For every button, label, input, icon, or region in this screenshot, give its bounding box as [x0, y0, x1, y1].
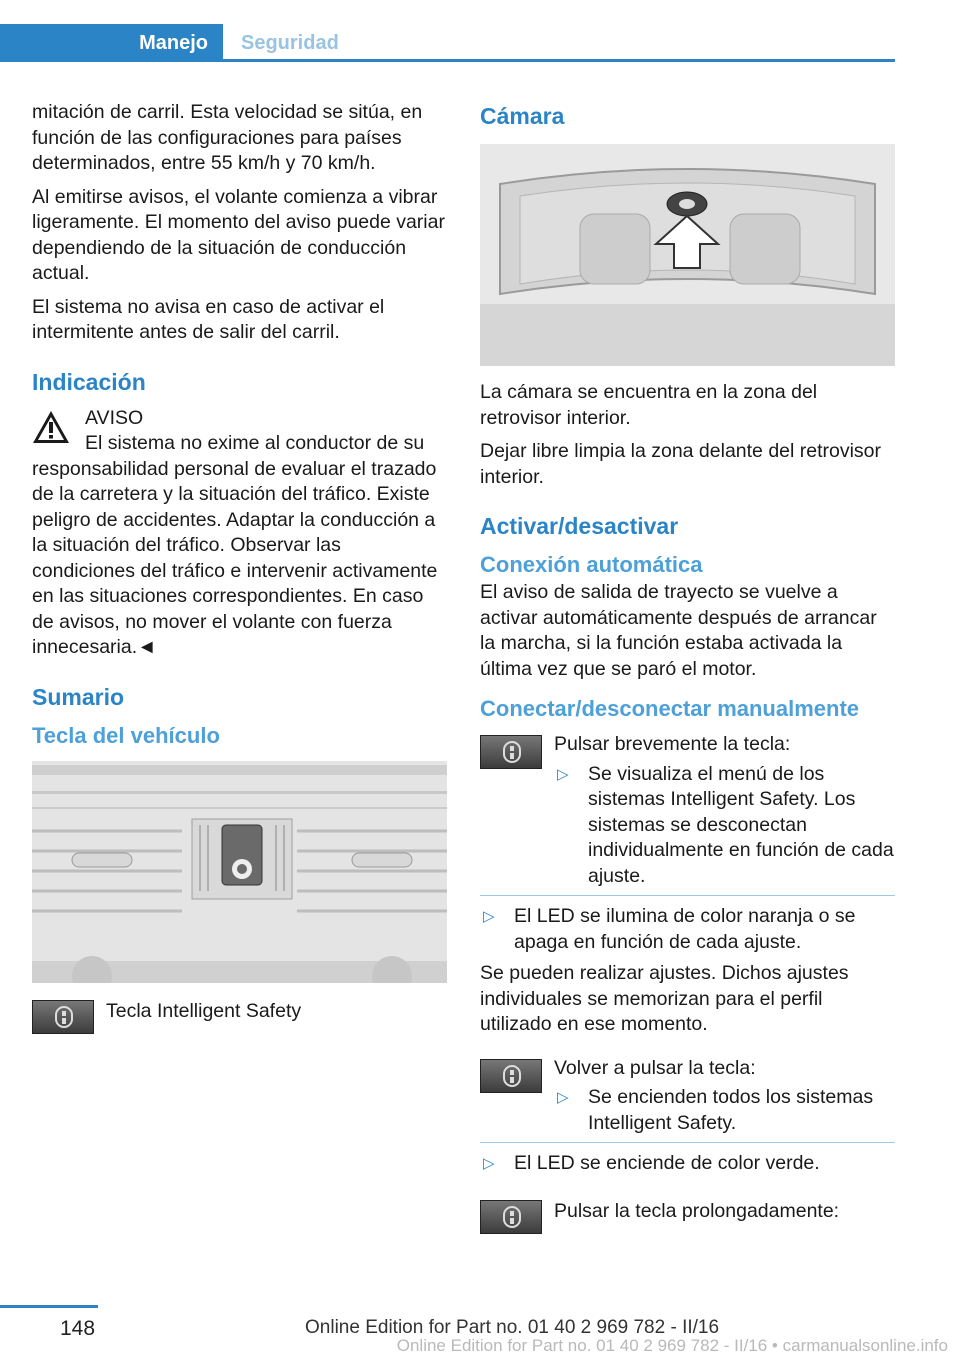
- tab-manejo[interactable]: Manejo: [0, 24, 223, 62]
- button-caption: Tecla Intelligent Safety: [106, 999, 302, 1022]
- divider: [480, 1142, 895, 1143]
- edition-line: Online Edition for Part no. 01 40 2 969 782 - II/16: [305, 1317, 720, 1338]
- button-caption-row: [32, 997, 447, 1037]
- warning-triangle-icon: [32, 410, 70, 444]
- list-item: ▷ El LED se enciende de color verde.: [480, 1151, 895, 1177]
- intelligent-safety-button-icon: [32, 1000, 94, 1034]
- bullet-triangle-icon: ▷: [557, 765, 569, 783]
- paragraph: Se pueden realizar ajustes. Dichos ajustes individuales se memorizan para el perfil utilizado en ese momento.: [480, 962, 849, 1035]
- heading-sumario: Sumario: [32, 683, 125, 710]
- warning-block: [32, 406, 447, 661]
- divider: [480, 895, 895, 896]
- bullet-triangle-icon: ▷: [483, 908, 495, 925]
- list-item: ▷ Se visualiza el menú de los sistemas Intelligent Safety. Los sistemas se desconectan individualmente en función de cada ajuste.: [557, 762, 894, 887]
- paragraph: El aviso de salida de trayecto se vuelve a activar automáticamente después de arrancar la marcha, si la función estaba activada la última vez que se paró el motor.: [480, 581, 877, 680]
- bullet-list: [554, 1085, 895, 1136]
- paragraph: El sistema no avisa en caso de activar el intermitente antes de salir del carril.: [32, 295, 385, 343]
- intelligent-safety-button-icon: [480, 1059, 542, 1093]
- camera-figure: [480, 144, 895, 366]
- bullet-list: [480, 904, 895, 955]
- windshield-camera-illustration: [480, 144, 895, 366]
- warning-text: El sistema no exime al conductor de su responsabilidad personal de evaluar el trazado de la carretera y la situación del tráfico. Existe peligro de accidentes. Adaptar la conducción a la situación del tráfico. Observar las condiciones del tráfico e intervenir activamente en las situaciones correspondientes. En caso de avisos, no mover el volante con fuerza innecesaria.◄: [32, 432, 438, 658]
- bullet-triangle-icon: ▷: [483, 1155, 495, 1172]
- intelligent-safety-button-icon: [480, 1200, 542, 1234]
- heading-activar: Activar/desactivar: [480, 513, 679, 539]
- list-item: ▷ El LED se ilumina de color naranja o se apaga en función de cada ajuste.: [483, 905, 856, 953]
- press-again-row: [480, 1056, 895, 1137]
- warning-title: AVISO: [85, 406, 144, 429]
- watermark: Online Edition for Part no. 01 40 2 969 782 - II/16 • carmanualsonline.info: [396, 1336, 948, 1355]
- heading-manual: Conectar/desconectar manualmente: [480, 696, 860, 721]
- paragraph: Dejar libre limpia la zona delante del retrovisor interior.: [480, 440, 882, 488]
- list-item: ▷ Se encienden todos los sistemas Intelligent Safety.: [557, 1086, 874, 1134]
- press-short-row: [480, 732, 895, 889]
- paragraph: Al emitirse avisos, el volante comienza a vibrar ligeramente. El momento del aviso puede variar dependiendo de la situación de conducción actual.: [32, 185, 445, 284]
- bullet-list: [480, 1151, 895, 1177]
- right-column: [480, 100, 895, 1237]
- intelligent-safety-button-icon: [480, 735, 542, 769]
- paragraph: mitación de carril. Esta velocidad se sitúa, en función de las configuraciones para países determinados, entre 55 km/h y 70 km/h.: [32, 101, 423, 174]
- instruction: Pulsar la tecla prolongadamente:: [554, 1199, 840, 1222]
- footer-rule: [0, 1305, 98, 1308]
- press-long-row: [480, 1197, 895, 1237]
- bullet-triangle-icon: ▷: [557, 1089, 569, 1106]
- instruction: Volver a pulsar la tecla:: [554, 1056, 756, 1079]
- heading-indicacion: Indicación: [32, 368, 146, 395]
- dashboard-vents-illustration: [32, 761, 447, 983]
- heading-tecla: Tecla del vehículo: [32, 722, 220, 748]
- left-column: [32, 100, 447, 1037]
- heading-conexion: Conexión automática: [480, 552, 703, 577]
- page-number: 148: [60, 1317, 96, 1340]
- bullet-list: [554, 762, 895, 890]
- dashboard-button-figure: [32, 761, 447, 983]
- chapter-header: [0, 24, 895, 62]
- instruction: Pulsar brevemente la tecla:: [554, 733, 791, 755]
- tab-seguridad[interactable]: Seguridad: [241, 32, 339, 54]
- header-rule: [0, 59, 895, 62]
- paragraph: La cámara se encuentra en la zona del retrovisor interior.: [480, 381, 818, 429]
- heading-camara: Cámara: [480, 103, 565, 129]
